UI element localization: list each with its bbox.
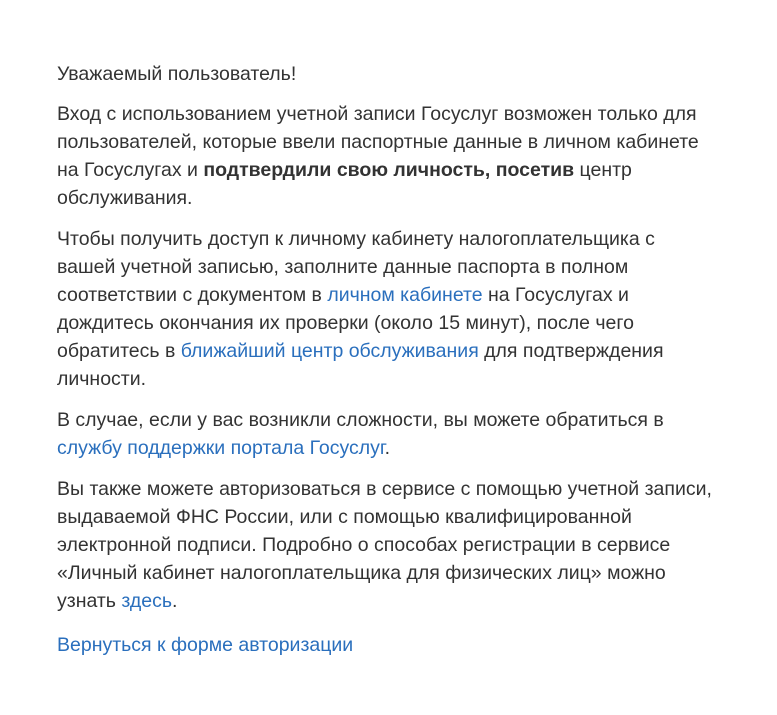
p2-text-2: на Госуслугах и дождитесь окончания их проверки (около 15 минут), после чего обратитесь в [57, 284, 634, 362]
p1-text-before: Вход с использованием учетной записи Госуслуг возможен только для пользователей, которые ввели паспортные данные в личном кабинете на Госуслугах и [57, 103, 699, 181]
p3-text-1: В случае, если у вас возникли сложности, вы можете обратиться в [57, 409, 664, 431]
paragraph-gosuslugi-access [57, 100, 717, 212]
here-link[interactable]: здесь [121, 590, 173, 612]
p4-text-1: Вы также можете авторизоваться в сервисе с помощью учетной записи, выдаваемой ФНС России, или с помощью квалифицированной электронной подписи. Подробно о способах регистрации в сервисе «Личный кабинет налогоплательщика для физических лиц» можно узнать [57, 478, 712, 612]
greeting-text: Уважаемый пользователь! [57, 63, 297, 85]
nearest-service-center-link[interactable]: ближайший центр обслуживания [180, 340, 479, 362]
p4-text-2: . [172, 590, 178, 612]
paragraph-alternative-auth [57, 475, 717, 615]
support-service-link[interactable]: службу поддержки портала Госуслуг [57, 437, 385, 459]
back-to-login-link[interactable]: Вернуться к форме авторизации [57, 634, 354, 656]
message-content [57, 60, 717, 659]
p1-bold-text: подтвердили свою личность, посетив [203, 159, 575, 181]
p2-text-3: для подтверждения личности. [57, 340, 664, 390]
p2-text-1: Чтобы получить доступ к личному кабинету налогоплательщика с вашей учетной записью, заполните данные паспорта в полном соответствии с документом в [57, 228, 655, 306]
personal-cabinet-link[interactable]: личном кабинете [327, 284, 483, 306]
paragraph-access-instructions [57, 225, 717, 393]
p3-text-2: . [384, 437, 391, 459]
paragraph-support [57, 406, 717, 462]
p1-text-after: центр обслуживания. [57, 159, 632, 209]
